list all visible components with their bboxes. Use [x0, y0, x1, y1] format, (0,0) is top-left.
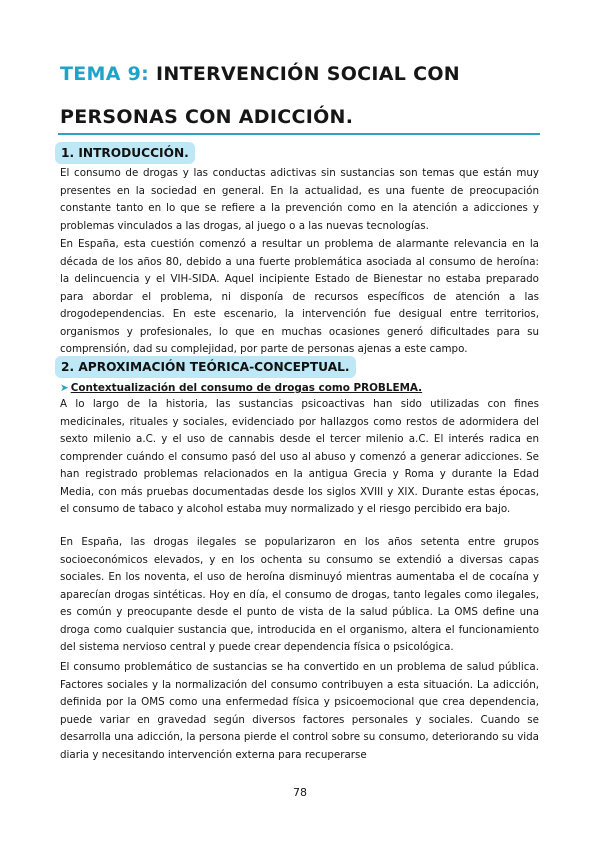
paragraph: En España, las drogas ilegales se popularizaron en los años setenta entre grupos socioeconómicos elevados, y en los ochenta su consumo se extendió a diversas capas sociales. En los noventa, el uso de heroína disminuyó mientras aumentaba el de cocaína y aparecían drogas sintéticas. Hoy en día, el consumo de drogas, tanto legales como ilegales, es común y preocupante desde el punto de vista de la salud pública. La OMS define una droga como cualquier sustancia que, introducida en el organismo, altera el funcionamiento del sistema nervioso central y puede crear dependencia física o psicológica. [60, 536, 539, 653]
title-line-1: INTERVENCIÓN SOCIAL CON [156, 63, 460, 85]
title-prefix: TEMA 9: [60, 63, 150, 85]
paragraph: A lo largo de la historia, las sustancias psicoactivas han sido utilizadas con fines medicinales, rituales y sociales, evidenciado por hallazgos como restos de adormidera del sexto milenio a.C. y el uso de cannabis desde el tercer milenio a.C. El interés radica en comprender cuándo el consumo pasó del uso al abuso y comenzó a generar adicciones. Se han registrado problemas relacionados en la antigua Grecia y Roma y durante la Edad Media, con más pruebas documentadas desde los siglos XVIII y XIX. Durante estas épocas, el consumo de tabaco y alcohol estaba muy normalizado y el riesgo percibido era bajo. [60, 398, 539, 515]
page-title [60, 61, 550, 87]
section-heading-introduccion: 1. INTRODUCCIÓN. [55, 142, 195, 164]
page-title-line-2: PERSONAS CON ADICCIÓN. [60, 106, 354, 128]
section-heading-aproximacion: 2. APROXIMACIÓN TEÓRICA-CONCEPTUAL. [55, 356, 356, 378]
title-underline [58, 133, 540, 135]
paragraph: En España, esta cuestión comenzó a resultar un problema de alarmante relevancia en la década de los años 80, debido a una fuerte problemática asociada al consumo de heroína: la delincuencia y el VIH-SIDA. Aquel incipiente Estado de Bienestar no estaba preparado para abordar el problema, ni disponía de recursos específicos de atención a las drogodependencias. En este escenario, la intervención fue desigual entre territorios, organismos y profesionales, lo que en muchas ocasiones generó dificultades para su comprensión, dad su complejidad, por parte de personas ajenas a este campo. [60, 238, 539, 355]
paragraph: El consumo problemático de sustancias se ha convertido en un problema de salud pública. Factores sociales y la normalización del consumo contribuyen a esta situación. La adicción, definida por la OMS como una enfermedad física y psicoemocional que crea dependencia, puede variar en gravedad según diversos factores personales y sociales. Cuando se desarrolla una adicción, la persona pierde el control sobre su consumo, deteriorando su vida diaria y necesitando intervención externa para recuperarse [60, 661, 539, 761]
subsection-heading-text: Contextualización del consumo de drogas como PROBLEMA. [70, 382, 423, 394]
arrow-bullet-icon: ➤ [60, 382, 69, 394]
subsection-heading [60, 380, 422, 396]
page-number: 78 [293, 786, 307, 799]
paragraph: El consumo de drogas y las conductas adictivas sin sustancias son temas que están muy presentes en la sociedad en general. En la actualidad, es una fuente de preocupación constante tanto en lo que se refiere a la prevención como en la atención a adicciones y problemas vinculados a las drogas, al juego o a las nuevas tecnologías. [60, 167, 539, 232]
